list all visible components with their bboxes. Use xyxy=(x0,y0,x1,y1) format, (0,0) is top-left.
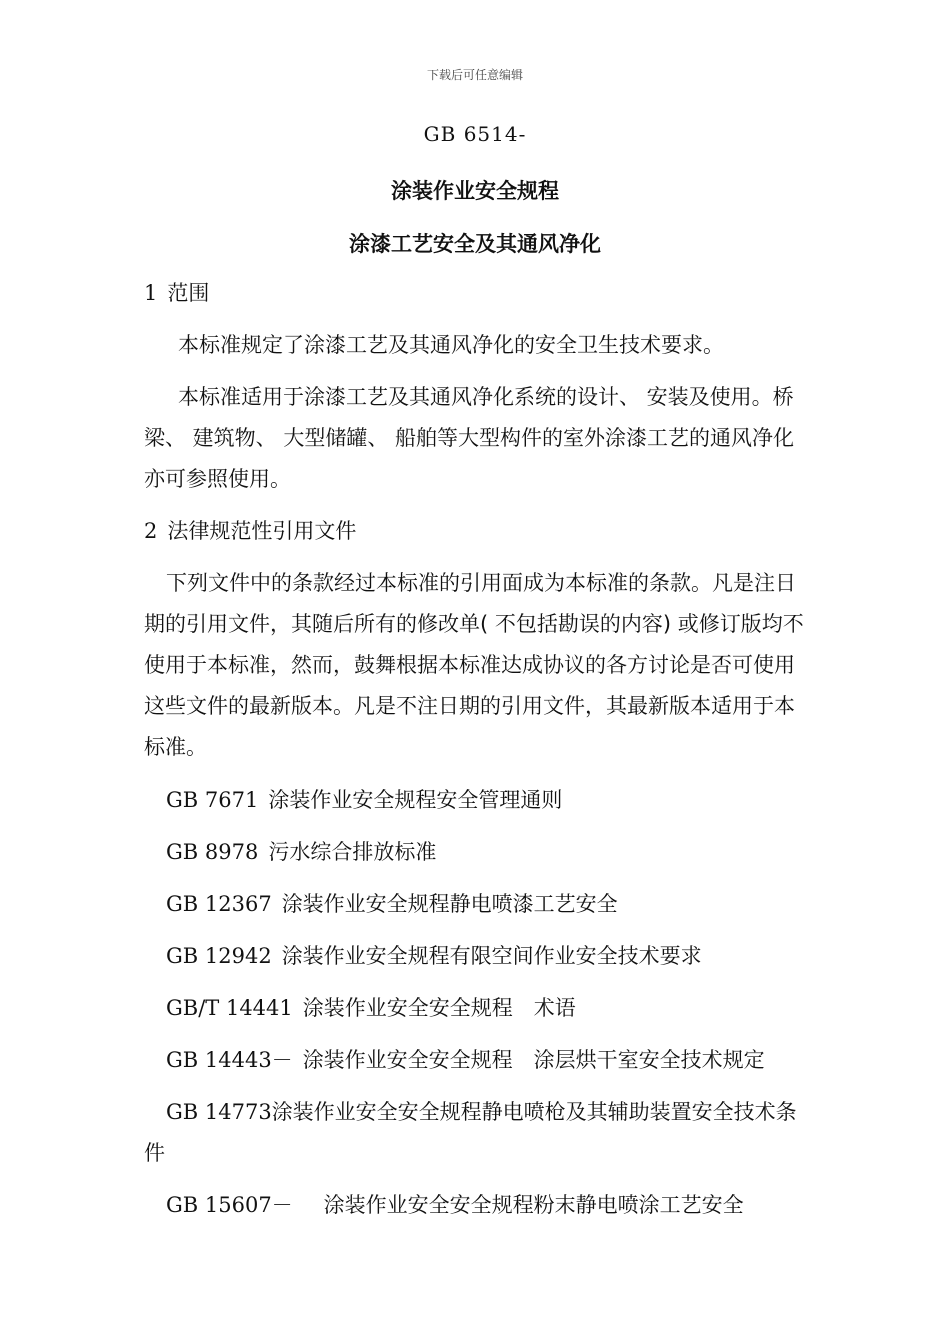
reference-item xyxy=(166,780,826,821)
reference-title: 污水综合排放标准 xyxy=(268,840,437,864)
reference-title: 涂装作业安全规程静电喷漆工艺安全 xyxy=(281,892,618,916)
reference-item xyxy=(144,1092,809,1174)
reference-title: 涂装作业安全安全规程 术语 xyxy=(302,996,576,1020)
reference-title: 涂装作业安全安全规程粉末静电喷涂工艺安全 xyxy=(302,1193,744,1217)
reference-code: GB 14773 xyxy=(166,1100,272,1124)
reference-title: 涂装作业安全规程有限空间作业安全技术要求 xyxy=(281,944,702,968)
reference-item xyxy=(166,936,826,977)
paragraph-scope-2: 本标准适用于涂漆工艺及其通风净化系统的设计、 安装及使用。桥梁、 建筑物、 大型储罐、 船舶等大型构件的室外涂漆工艺的通风净化亦可参照使用。 xyxy=(144,385,795,491)
standard-code: GB 6514- xyxy=(423,122,527,146)
reference-title: 涂装作业安全安全规程 涂层烘干室安全技术规定 xyxy=(302,1048,765,1072)
paragraph-scope-1: 本标准规定了涂漆工艺及其通风净化的安全卫生技术要求。 xyxy=(178,333,724,357)
section-number: 1 xyxy=(144,281,158,305)
paragraph-references-intro: 下列文件中的条款经过本标准的引用面成为本标准的条款。凡是注日期的引用文件，其随后所有的修改单( 不包括勘误的内容) 或修订版均不使用于本标准，然而，鼓舞根据本标准达成协议的各方讨论是否可使用这些文件的最新版本。凡是不注日期的引用文件，其最新版本适用于本标准。 xyxy=(144,571,804,759)
reference-code: GB 12942 xyxy=(166,944,272,968)
reference-code: GB 7671 xyxy=(166,788,259,812)
section-heading-scope xyxy=(144,273,809,314)
reference-item xyxy=(166,1040,826,1081)
reference-item xyxy=(166,988,826,1029)
reference-code: GB 15607－ xyxy=(166,1193,293,1217)
reference-code: GB 8978 xyxy=(166,840,259,864)
section-title: 法律规范性引用文件 xyxy=(167,519,357,543)
reference-item xyxy=(166,1185,826,1226)
section-number: 2 xyxy=(144,519,158,543)
reference-code: GB 14443－ xyxy=(166,1048,293,1072)
reference-code: GB/T 14441 xyxy=(166,996,293,1020)
document-title: 涂装作业安全规程 xyxy=(391,179,559,203)
header-note: 下载后可任意编辑 xyxy=(426,68,523,82)
reference-code: GB 12367 xyxy=(166,892,272,916)
section-heading-normative-references xyxy=(144,511,809,552)
reference-title: 涂装作业安全安全规程静电喷枪及其辅助装置安全技术条件 xyxy=(144,1100,797,1165)
reference-item xyxy=(166,884,826,925)
document-subtitle: 涂漆工艺安全及其通风净化 xyxy=(349,232,601,256)
section-title: 范围 xyxy=(167,281,210,305)
reference-title: 涂装作业安全规程安全管理通则 xyxy=(268,788,563,812)
reference-item xyxy=(166,832,826,873)
